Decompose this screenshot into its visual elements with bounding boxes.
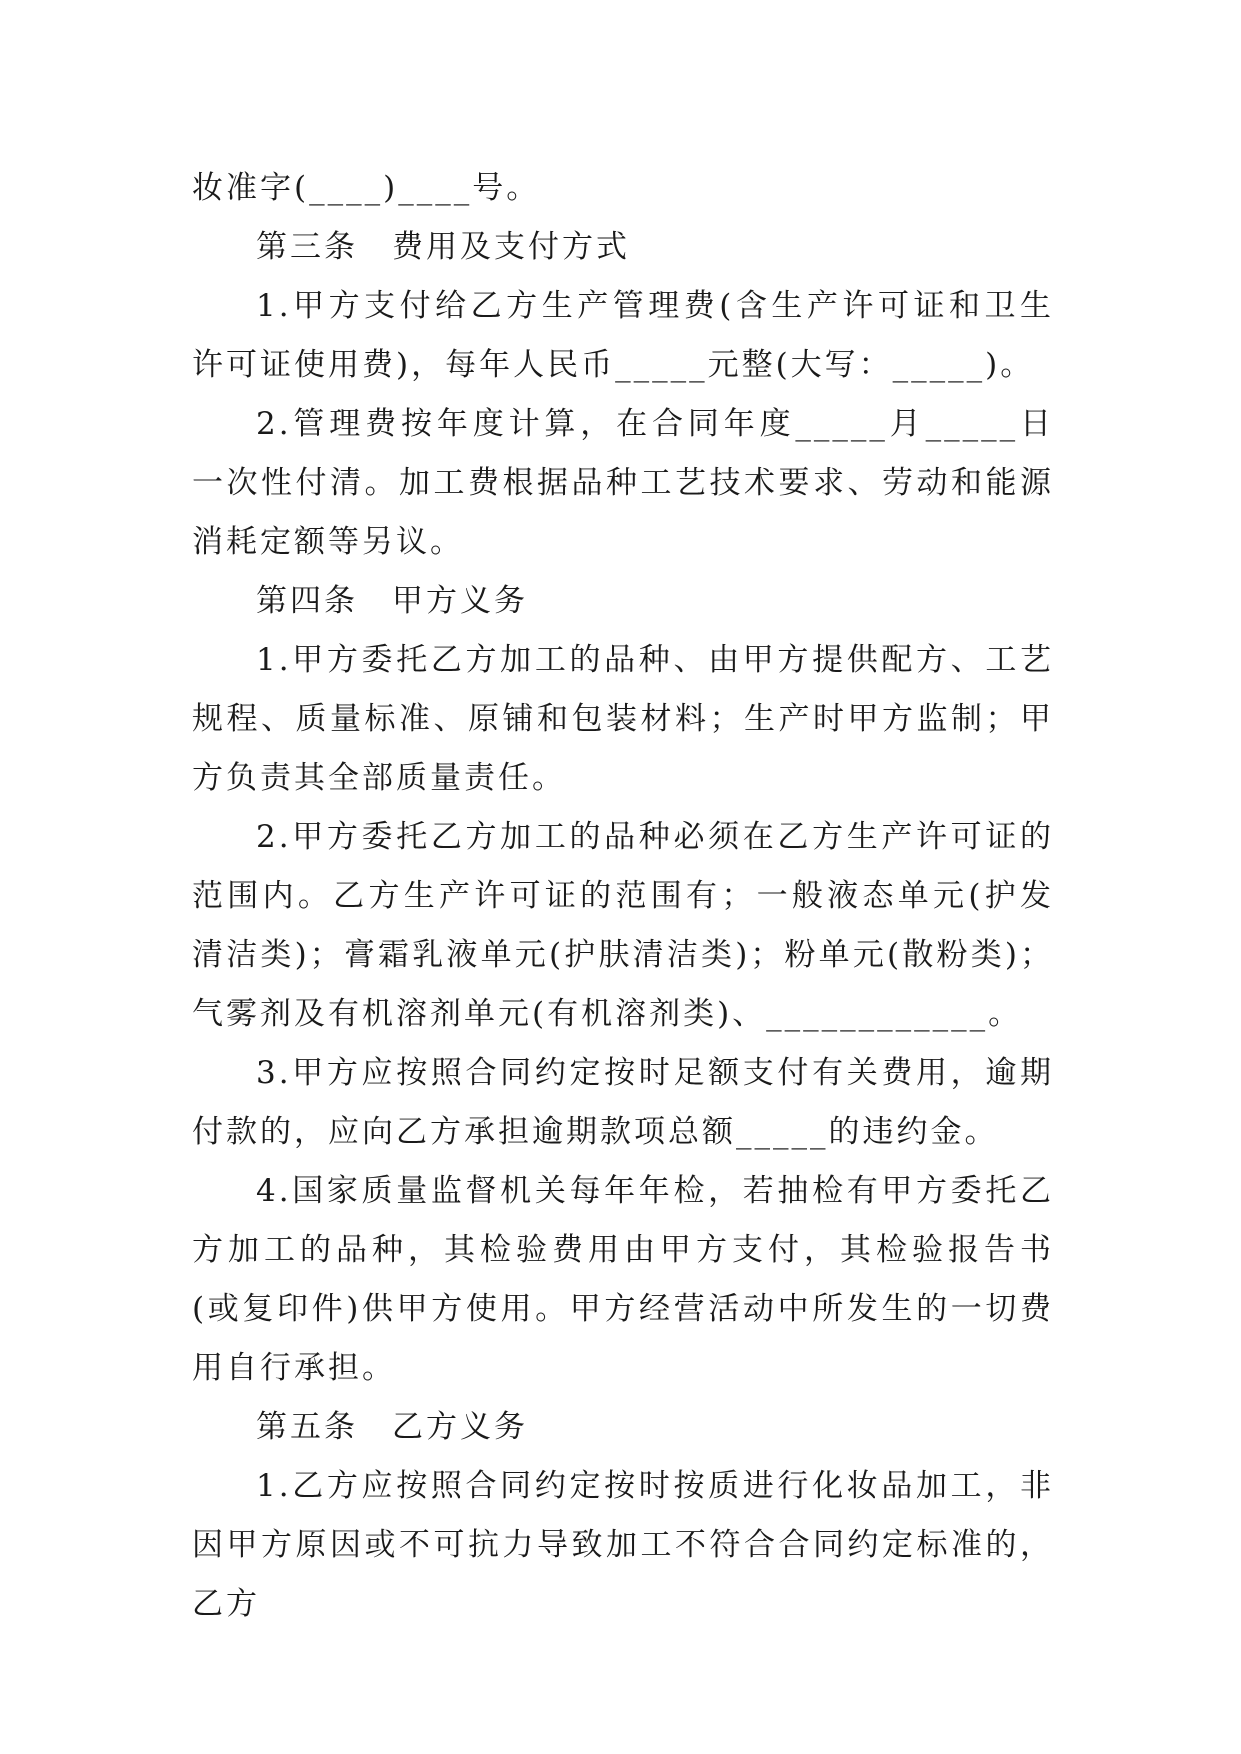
paragraph-article-3-item-1: 1.甲方支付给乙方生产管理费(含生产许可证和卫生许可证使用费)，每年人民币_____元整(大写：_____)。 (192, 288, 1054, 383)
paragraph-article-4-item-3: 3.甲方应按照合同约定按时足额支付有关费用，逾期付款的，应向乙方承担逾期款项总额_____的违约金。 (192, 1055, 1054, 1150)
paragraph-article-4-item-4: 4.国家质量监督机关每年年检，若抽检有甲方委托乙方加工的品种，其检验费用由甲方支付，其检验报告书(或复印件)供甲方使用。甲方经营活动中所发生的一切费用自行承担。 (192, 1173, 1054, 1386)
heading-article-5: 第五条 乙方义务 (256, 1409, 528, 1445)
heading-article-4: 第四条 甲方义务 (256, 583, 528, 619)
heading-article-3: 第三条 费用及支付方式 (256, 229, 630, 265)
paragraph-article-3-item-2: 2.管理费按年度计算，在合同年度_____月_____日一次性付清。加工费根据品种工艺技术要求、劳动和能源消耗定额等另议。 (192, 406, 1054, 560)
paragraph-article-4-item-1: 1.甲方委托乙方加工的品种、由甲方提供配方、工艺规程、质量标准、原铺和包装材料；生产时甲方监制；甲方负责其全部质量责任。 (192, 642, 1054, 796)
paragraph-approval-number: 妆准字(____)____号。 (192, 170, 541, 206)
document-body (192, 159, 1054, 1634)
paragraph-article-5-item-1: 1.乙方应按照合同约定按时按质进行化妆品加工，非因甲方原因或不可抗力导致加工不符合合同约定标准的，乙方 (192, 1468, 1054, 1622)
paragraph-article-4-item-2: 2.甲方委托乙方加工的品种必须在乙方生产许可证的范围内。乙方生产许可证的范围有；一般液态单元(护发清洁类)；膏霜乳液单元(护肤清洁类)；粉单元(散粉类)；气雾剂及有机溶剂单元(有机溶剂类)、____________。 (192, 819, 1054, 1032)
